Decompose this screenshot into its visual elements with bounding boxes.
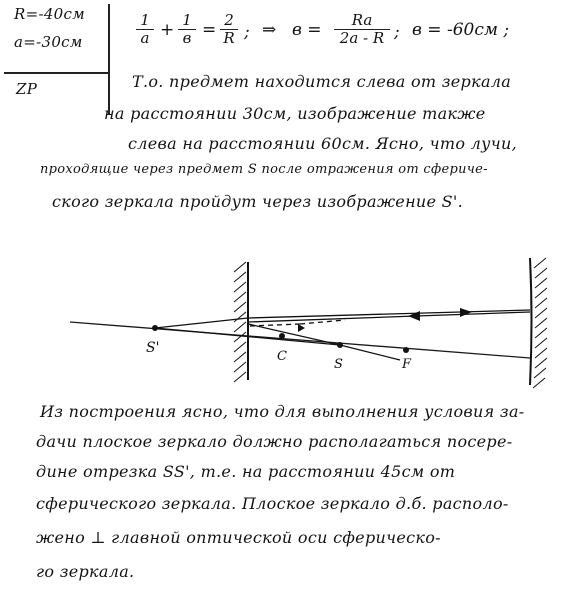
fraction-ra-over-2a-minus-r: $\frac{Ra}{2a - R}$ bbox=[334, 12, 390, 47]
fraction-one-over-a: $\frac{1}{a}$ bbox=[136, 12, 154, 47]
paragraph2-line2: дачи плоское зеркало должно располагаться посере- bbox=[36, 432, 513, 451]
point-c bbox=[279, 333, 285, 339]
paragraph1-line1: Т.о. предмет находится слева от зеркала bbox=[132, 72, 512, 91]
fraction-two-over-r: $\frac{2}{R}$ bbox=[220, 12, 238, 47]
equals-sign: = bbox=[202, 20, 217, 40]
fraction-one-over-b: 1 в bbox=[178, 12, 196, 47]
solution-tag: ZP bbox=[16, 80, 38, 98]
given-distance: a=-30см bbox=[14, 33, 83, 51]
label-f: F bbox=[402, 357, 412, 372]
paragraph1-line3: слева на расстоянии 60см. Ясно, что лучи, bbox=[128, 134, 517, 153]
paragraph2-line1: Из построения ясно, что для выполнения условия за- bbox=[40, 402, 525, 421]
b-equals: в = bbox=[292, 20, 322, 40]
implies-arrow: ⇒ bbox=[262, 20, 277, 40]
arrow-head-right bbox=[460, 308, 472, 317]
paragraph2-line5: жено ⊥ главной оптической оси сферическо- bbox=[36, 528, 441, 547]
plus-sign: + bbox=[160, 20, 175, 40]
plane-mirror bbox=[234, 262, 248, 382]
paragraph1-line5: ского зеркала пройдут через изображение S'. bbox=[52, 192, 464, 211]
label-c: C bbox=[277, 349, 287, 364]
point-s bbox=[337, 342, 343, 348]
label-s: S bbox=[334, 357, 343, 372]
ray-lines bbox=[155, 310, 530, 360]
point-s-prime bbox=[152, 325, 158, 331]
paragraph1-line2: на расстоянии 30см, изображение также bbox=[104, 104, 486, 123]
arrow-head-small bbox=[298, 324, 305, 332]
paragraph2-line3: дине отрезка SS', т.е. на расстоянии 45см от bbox=[36, 462, 456, 481]
paragraph1-line4: проходящие через предмет S после отражения от сфериче- bbox=[40, 162, 488, 177]
paragraph2-line4: сферического зеркала. Плоское зеркало д.б. располо- bbox=[36, 494, 509, 513]
given-radius: R=-40см bbox=[14, 5, 85, 23]
arrow-head-left bbox=[408, 311, 420, 321]
paragraph2-line6: го зеркала. bbox=[36, 562, 135, 581]
point-f bbox=[403, 347, 409, 353]
semicolon-1: ; bbox=[244, 22, 250, 42]
label-s-prime: S' bbox=[146, 340, 160, 356]
semicolon-2: ; bbox=[394, 22, 400, 42]
result-b: в = -60см ; bbox=[412, 20, 510, 40]
spherical-mirror bbox=[530, 258, 547, 388]
